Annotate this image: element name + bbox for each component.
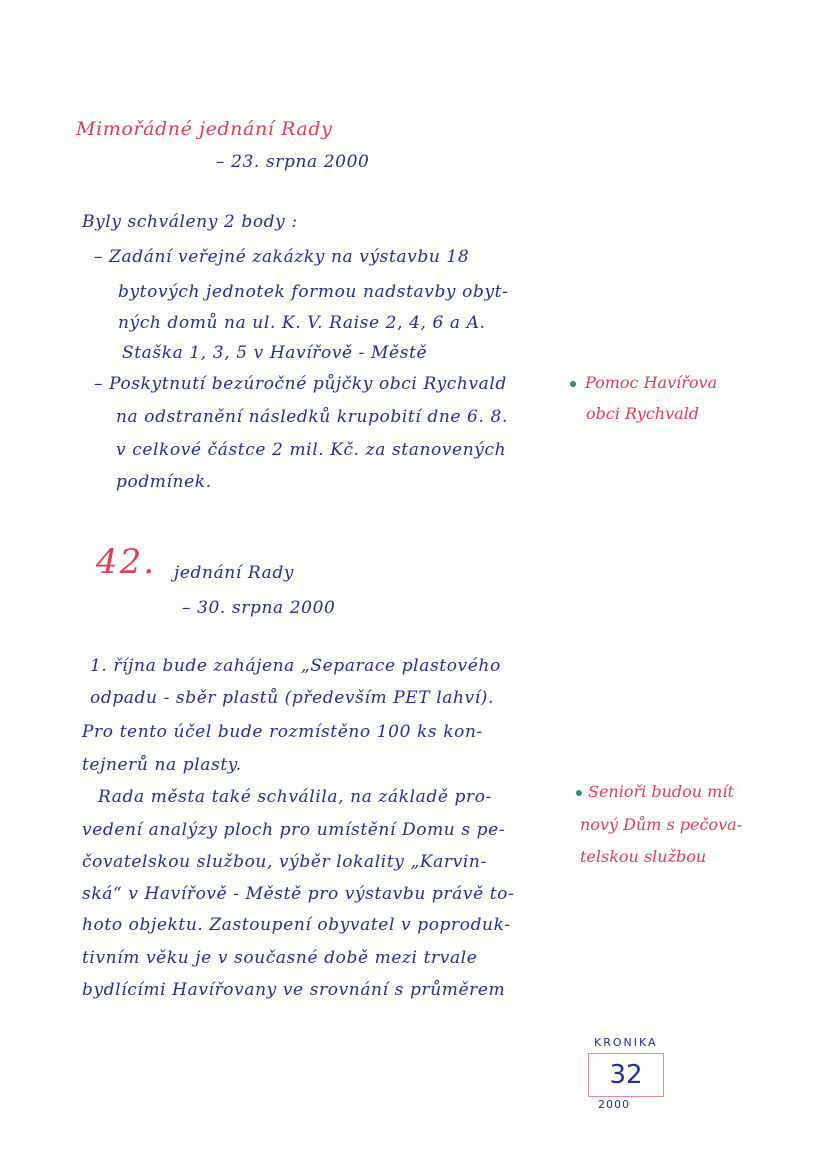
margin-note-line: Senioři budou mít [588, 782, 734, 801]
body-line: tejnerů na plasty. [82, 755, 242, 775]
body-line: hoto objektu. Zastoupení obyvatel v poproduk- [82, 915, 511, 935]
body-line: 1. října bude zahájena „Separace plastového [90, 656, 501, 676]
body-line: bydlícími Havířovany ve srovnání s průměrem [82, 980, 506, 1000]
item2-line: v celkové částce 2 mil. Kč. za stanovených [116, 440, 507, 460]
item1-line: ných domů na ul. K. V. Raise 2, 4, 6 a A. [118, 313, 486, 333]
body-line: odpadu - sběr plastů (především PET lahví). [90, 688, 494, 708]
section1-title: Mimořádné jednání Rady [76, 118, 333, 140]
margin-note-line: nový Dům s pečova- [580, 815, 743, 834]
body-line: Pro tento účel bude rozmístěno 100 ks kon- [82, 722, 483, 742]
section2-title: jednání Rady [174, 563, 295, 583]
item1-line: – Zadání veřejné zakázky na výstavbu 18 [94, 247, 470, 267]
body-line: ská“ v Havířově - Městě pro výstavbu právě to- [82, 884, 515, 904]
body-line: Rada města také schválila, na základě pro- [98, 787, 492, 807]
item2-line: – Poskytnutí bezúročné půjčky obci Rychvald [94, 374, 507, 394]
section1-intro: Byly schváleny 2 body : [82, 212, 298, 232]
section2-date: – 30. srpna 2000 [182, 598, 336, 618]
meeting-number: 42. [96, 542, 157, 582]
body-line: tivním věku je v současné době mezi trvale [82, 948, 478, 968]
margin-bullet-icon [576, 790, 582, 796]
body-line: čovatelskou službou, výběr lokality „Karvin- [82, 852, 487, 872]
item1-line: Staška 1, 3, 5 v Havířově - Městě [122, 343, 428, 363]
margin-note-line: Pomoc Havířova [585, 373, 718, 392]
margin-note-line: obci Rychvald [586, 404, 700, 423]
stamp-label: KRONIKA [594, 1036, 658, 1049]
page-number: 32 [609, 1060, 643, 1090]
item1-line: bytových jednotek formou nadstavby obyt- [118, 282, 509, 302]
margin-bullet-icon [570, 381, 576, 387]
item2-line: podmínek. [116, 472, 212, 492]
stamp-year: 2000 [598, 1098, 630, 1111]
page-number-box [588, 1053, 664, 1097]
item2-line: na odstranění následků krupobití dne 6. 8. [116, 407, 508, 427]
margin-note-line: telskou službou [580, 847, 707, 866]
section1-date: – 23. srpna 2000 [216, 152, 370, 172]
body-line: vedení analýzy ploch pro umístění Domu s pe- [82, 820, 506, 840]
